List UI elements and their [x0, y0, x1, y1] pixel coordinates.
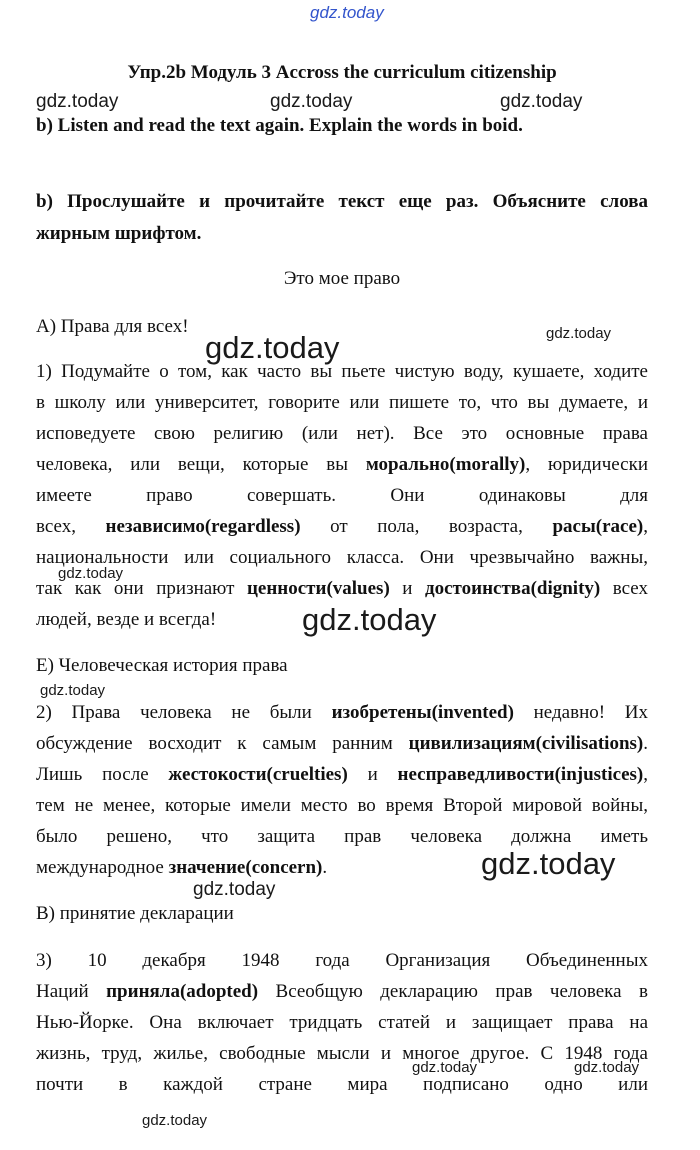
text-run: всех,: [36, 516, 106, 537]
bold-term: расы(race): [552, 516, 644, 537]
text-run: человека, или вещи, которые вы: [36, 454, 366, 475]
section-e-heading: Е) Человеческая история права: [36, 655, 288, 676]
text-run: Лишь после: [36, 764, 169, 785]
watermark: gdz.today: [302, 602, 437, 637]
paragraph-2-line: тем не менее, которые имели место во время Второй мировой войны,: [36, 795, 648, 816]
paragraph-1-line: в школу или университет, говорите или пишете то, что вы думаете, и: [36, 392, 648, 413]
paragraph-3-line: жизнь, труд, жилье, свободные мысли и многое другое. С 1948 года: [36, 1043, 648, 1064]
watermark: gdz.today: [40, 682, 106, 699]
paragraph-1-line: [36, 579, 648, 598]
paragraph-2-line: было решено, что защита прав человека должна иметь: [36, 826, 648, 847]
paragraph-1-line: 1) Подумайте о том, как часто вы пьете чистую воду, кушаете, ходите: [36, 361, 648, 382]
text-run: ,: [643, 764, 649, 785]
bold-term: достоинства(dignity): [425, 578, 601, 599]
section-a-heading: А) Права для всех!: [36, 316, 189, 337]
bold-term: жестокости(cruelties): [168, 764, 348, 785]
watermark: gdz.today: [500, 91, 583, 112]
text-run: обсуждение восходит к самым ранним: [36, 733, 409, 754]
text-run: недавно! Их: [513, 702, 648, 723]
text-title: Это мое право: [283, 268, 401, 289]
bold-term: приняла(adopted): [106, 981, 259, 1002]
instruction-en: b) Listen and read the text again. Explain the words in boid.: [36, 115, 523, 136]
text-run: .: [322, 857, 328, 878]
paragraph-3-line: почти в каждой стране мира подписано одно или: [36, 1074, 648, 1095]
text-run: и: [389, 578, 426, 599]
watermark: gdz.today: [270, 91, 353, 112]
text-run: ,: [643, 516, 648, 537]
text-run: всех: [600, 578, 648, 599]
paragraph-1-line: имеете право совершать. Они одинаковы для: [36, 485, 648, 506]
bold-term: значение(concern): [168, 857, 323, 878]
paragraph-1-line: людей, везде и всегда!: [36, 609, 217, 630]
bold-term: независимо(regardless): [105, 516, 301, 537]
bold-term: ценности(values): [246, 578, 390, 599]
paragraph-3-line: Нью-Йорке. Она включает тридцать статей и защищает права на: [36, 1012, 648, 1033]
watermark: gdz.today: [481, 846, 616, 881]
watermark: gdz.today: [205, 330, 340, 365]
watermark: gdz.today: [58, 565, 124, 582]
paragraph-1-line: исповедуете свою религию (или нет). Все это основные права: [36, 423, 648, 444]
instruction-ru-line2: жирным шрифтом.: [36, 223, 202, 244]
paragraph-2-line: [36, 703, 648, 722]
bold-term: морально(morally): [365, 454, 526, 475]
watermark: gdz.today: [193, 879, 276, 900]
paragraph-1-line: [36, 455, 648, 474]
paragraph-2-line: [36, 734, 648, 753]
text-run: Всеобщую декларацию прав человека в: [258, 981, 648, 1002]
instruction-ru-line1: b) Прослушайте и прочитайте текст еще раз. Объясните слова: [36, 191, 648, 212]
watermark: gdz.today: [36, 91, 119, 112]
paragraph-3-line: 3) 10 декабря 1948 года Организация Объединенных: [36, 950, 648, 971]
bold-term: цивилизациям(civilisations): [408, 733, 644, 754]
text-run: международное: [36, 857, 169, 878]
exercise-title: Упр.2b Модуль 3 Accross the curriculum citizenship: [127, 62, 557, 83]
bold-term: несправедливости(injustices): [397, 764, 644, 785]
section-b-heading: В) принятие декларации: [36, 903, 234, 924]
bold-term: изобретены(invented): [331, 702, 514, 723]
text-run: от пола, возраста,: [300, 516, 553, 537]
text-run: .: [643, 733, 648, 754]
text-run: так как они признают: [36, 578, 247, 599]
watermark: gdz.today: [142, 1112, 208, 1129]
watermark-top: gdz.today: [310, 3, 384, 22]
paragraph-1-line: национальности или социального класса. Они чрезвычайно важны,: [36, 547, 648, 568]
paragraph-3-line: [36, 982, 648, 1001]
watermark: gdz.today: [412, 1059, 478, 1076]
text-run: 2) Права человека не были: [36, 702, 332, 723]
text-run: , юридически: [525, 454, 648, 475]
text-run: Наций: [36, 981, 107, 1002]
paragraph-2-line: [36, 765, 648, 784]
text-run: и: [347, 764, 398, 785]
watermark: gdz.today: [546, 325, 612, 342]
paragraph-2-line: [36, 858, 648, 877]
paragraph-1-line: [36, 517, 648, 536]
watermark: gdz.today: [574, 1059, 640, 1076]
